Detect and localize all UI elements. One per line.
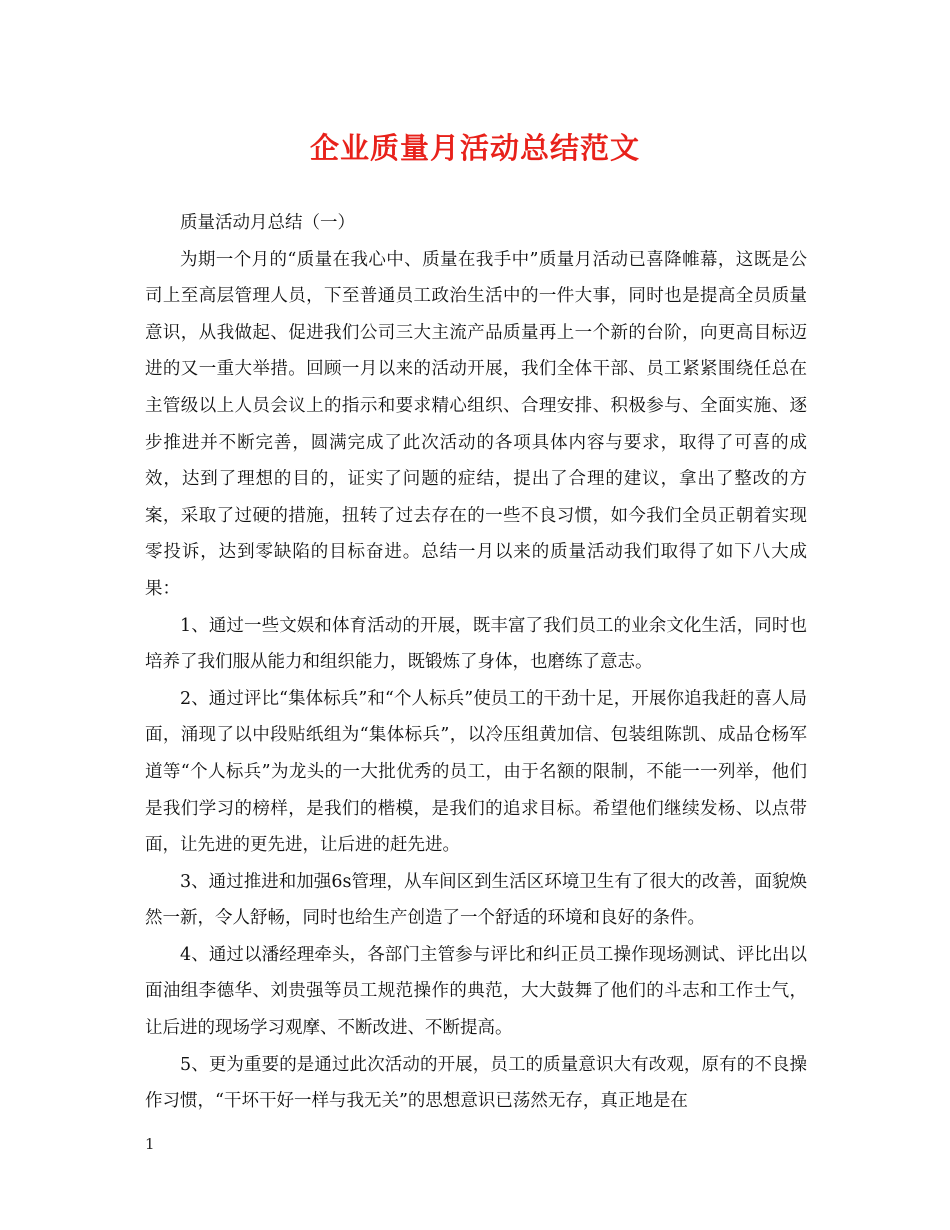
section-heading: 质量活动月总结（一） [180, 213, 355, 233]
intro-paragraph: 为期一个月的“质量在我心中、质量在我手中”质量月活动已喜降帷幕，这既是公司上至高层管理人员，下至普通员工政治生活中的一件大事，同时也是提高全员质量意识，从我做起、促进我们公司三大主流产品质量再上一个新的台阶，向更高目标迈进的又一重大举措。回顾一月以来的活动开展，我们全体干部、员工紧紧围绕任总在主管级以上人员会议上的指示和要求精心组织、合理安排、积极参与、全面实施、逐步推进并不断完善，圆满完成了此次活动的各项具体内容与要求，取得了可喜的成效，达到了理想的目的，证实了问题的症结，提出了合理的建议，拿出了整改的方案，采取了过硬的措施，扭转了过去存在的一些不良习惯，如今我们全员正朝着实现零投诉，达到零缺陷的目标奋进。总结一月以来的质量活动我们取得了如下八大成果： [145, 249, 807, 599]
achievement-item-1: 1、通过一些文娱和体育活动的开展，既丰富了我们员工的业余文化生活，同时也培养了我们服从能力和组织能力，既锻炼了身体，也磨练了意志。 [145, 615, 807, 673]
document-body [145, 205, 807, 1120]
page-number: 1 [145, 1135, 155, 1153]
achievement-item-2: 2、通过评比“集体标兵”和“个人标兵”使员工的干劲十足，开展你追我赶的喜人局面，涌现了以中段贴纸组为“集体标兵”，以冷压组黄加信、包装组陈凯、成品仓杨军道等“个人标兵”为龙头的一大批优秀的员工，由于名额的限制，不能一一列举，他们是我们学习的榜样，是我们的楷模，是我们的追求目标。希望他们继续发杨、以点带面，让先进的更先进，让后进的赶先进。 [145, 688, 807, 856]
achievement-item-3: 3、通过推进和加强6s管理，从车间区到生活区环境卫生有了很大的改善，面貌焕然一新，令人舒畅，同时也给生产创造了一个舒适的环境和良好的条件。 [145, 871, 807, 929]
document-title: 企业质量月活动总结范文 [309, 131, 640, 165]
achievement-item-4: 4、通过以潘经理牵头，各部门主管参与评比和纠正员工操作现场测试、评比出以面油组李德华、刘贵强等员工规范操作的典范，大大鼓舞了他们的斗志和工作士气，让后进的现场学习观摩、不断改进、不断提高。 [145, 944, 807, 1039]
achievement-item-5: 5、更为重要的是通过此次活动的开展，员工的质量意识大有改观，原有的不良操作习惯，“干坏干好一样与我无关”的思想意识已荡然无存，真正地是在 [145, 1054, 807, 1112]
